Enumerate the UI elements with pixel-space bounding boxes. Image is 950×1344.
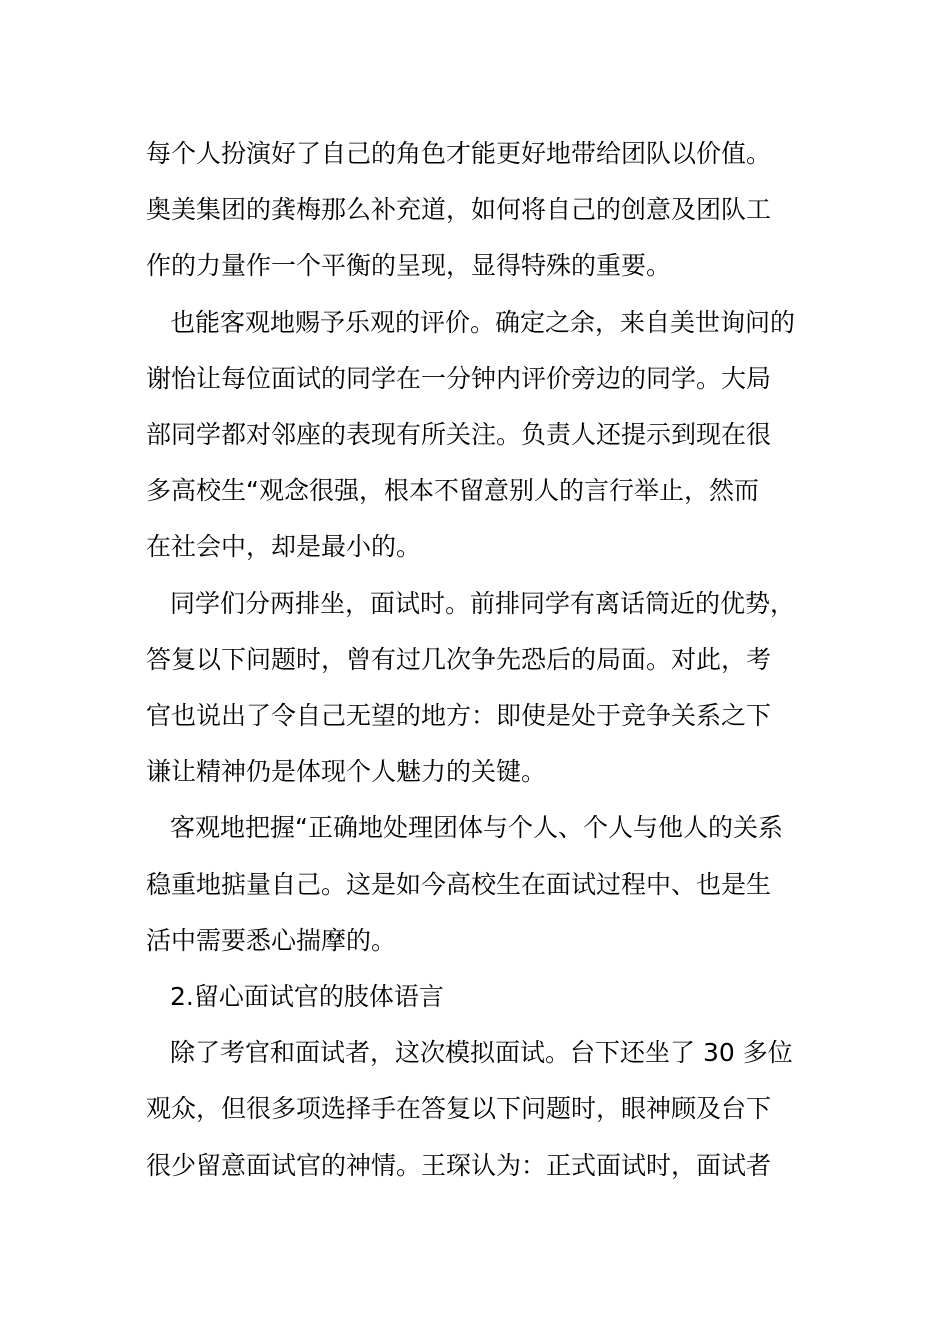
text-line: 客观地把握“正确地处理团体与个人、个人与他人的关系 — [170, 813, 783, 843]
text-line: 谢怡让每位面试的同学在一分钟内评价旁边的同学。大局 — [146, 363, 772, 393]
paragraph-self-assessment — [146, 800, 816, 969]
paragraph-seating-competition — [146, 576, 816, 801]
section-heading — [146, 969, 816, 1025]
section-heading-text: 2.留心面试官的肢体语言 — [170, 982, 444, 1012]
text-line: 活中需要悉心揣摩的。 — [146, 925, 397, 955]
paragraph-team-value — [146, 126, 816, 295]
text-line: 谦让精神仍是体现个人魅力的关键。 — [146, 757, 547, 787]
text-line: 观众，但很多项选择手在答复以下问题时，眼神顾及台下 — [146, 1094, 772, 1124]
text-line: 很少留意面试官的神情。王琛认为：正式面试时，面试者 — [146, 1150, 772, 1180]
paragraph-audience-observation — [146, 1025, 816, 1194]
text-line: 也能客观地赐予乐观的评价。确定之余，来自美世询问的 — [170, 307, 796, 337]
text-line: 部同学都对邻座的表现有所关注。负责人还提示到现在很 — [146, 420, 772, 450]
text-line: 除了考官和面试者，这次模拟面试。台下还坐了 30 多位 — [170, 1038, 793, 1068]
text-line: 稳重地掂量自己。这是如今高校生在面试过程中、也是生 — [146, 869, 772, 899]
text-line: 作的力量作一个平衡的呈现，显得特殊的重要。 — [146, 251, 672, 281]
text-line: 在社会中，却是最小的。 — [146, 532, 422, 562]
paragraph-peer-evaluation — [146, 295, 816, 576]
text-line: 官也说出了令自己无望的地方：即使是处于竞争关系之下 — [146, 701, 772, 731]
text-line: 答复以下问题时，曾有过几次争先恐后的局面。对此，考 — [146, 644, 772, 674]
document-body — [146, 126, 816, 1194]
text-line: 每个人扮演好了自己的角色才能更好地带给团队以价值。 — [146, 139, 772, 168]
text-line: 多高校生“观念很强，根本不留意别人的言行举止，然而 — [146, 476, 759, 506]
text-line: 同学们分两排坐，面试时。前排同学有离话筒近的优势， — [170, 588, 796, 618]
text-line: 奥美集团的龚梅那么补充道，如何将自己的创意及团队工 — [146, 195, 772, 225]
